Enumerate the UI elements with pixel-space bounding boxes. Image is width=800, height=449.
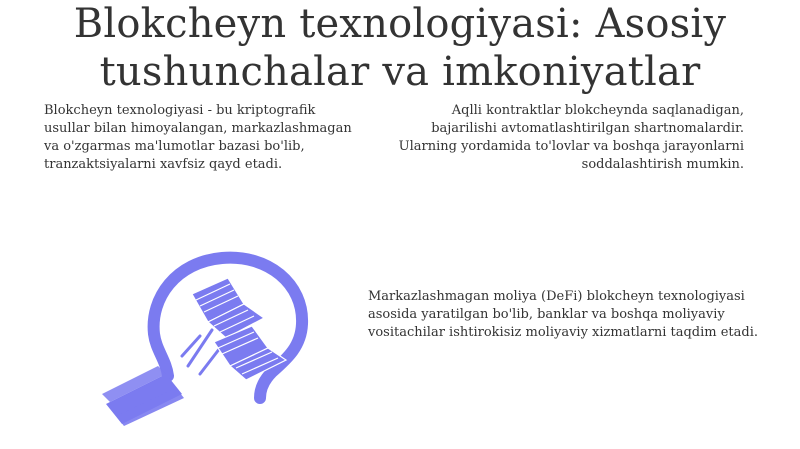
page-title-line-1: Blokcheyn texnologiyasi: Asosiy: [73, 1, 727, 47]
defi-text: Markazlashmagan moliya (DeFi) blokcheyn texnologiyasi asosida yaratilgan bo'lib, banklar va boshqa moliyaviy vositachilar ishtirokisiz moliyaviy xizmatlarni taqdim etadi.: [368, 289, 758, 340]
blockchain-definition-text: Blokcheyn texnologiyasi - bu kriptografik usullar bilan himoyalangan, markazlashmagan va o'zgarmas ma'lumotlar bazasi bo'lib, tranzaktsiyalarni xavfsiz qayd etadi.: [44, 103, 352, 172]
smart-contracts-text: Aqlli kontraktlar blokcheynda saqlanadigan, bajarilishi avtomatlashtirilgan shartnomalardir. Ularning yordamida to'lovlar va boshqa jarayonlarni soddalashtirish mumkin.: [398, 103, 744, 172]
page-title-line-2: tushunchalar va imkoniyatlar: [99, 49, 701, 95]
page-title: [0, 0, 800, 96]
lightbulb-with-book-icon: [96, 248, 316, 428]
